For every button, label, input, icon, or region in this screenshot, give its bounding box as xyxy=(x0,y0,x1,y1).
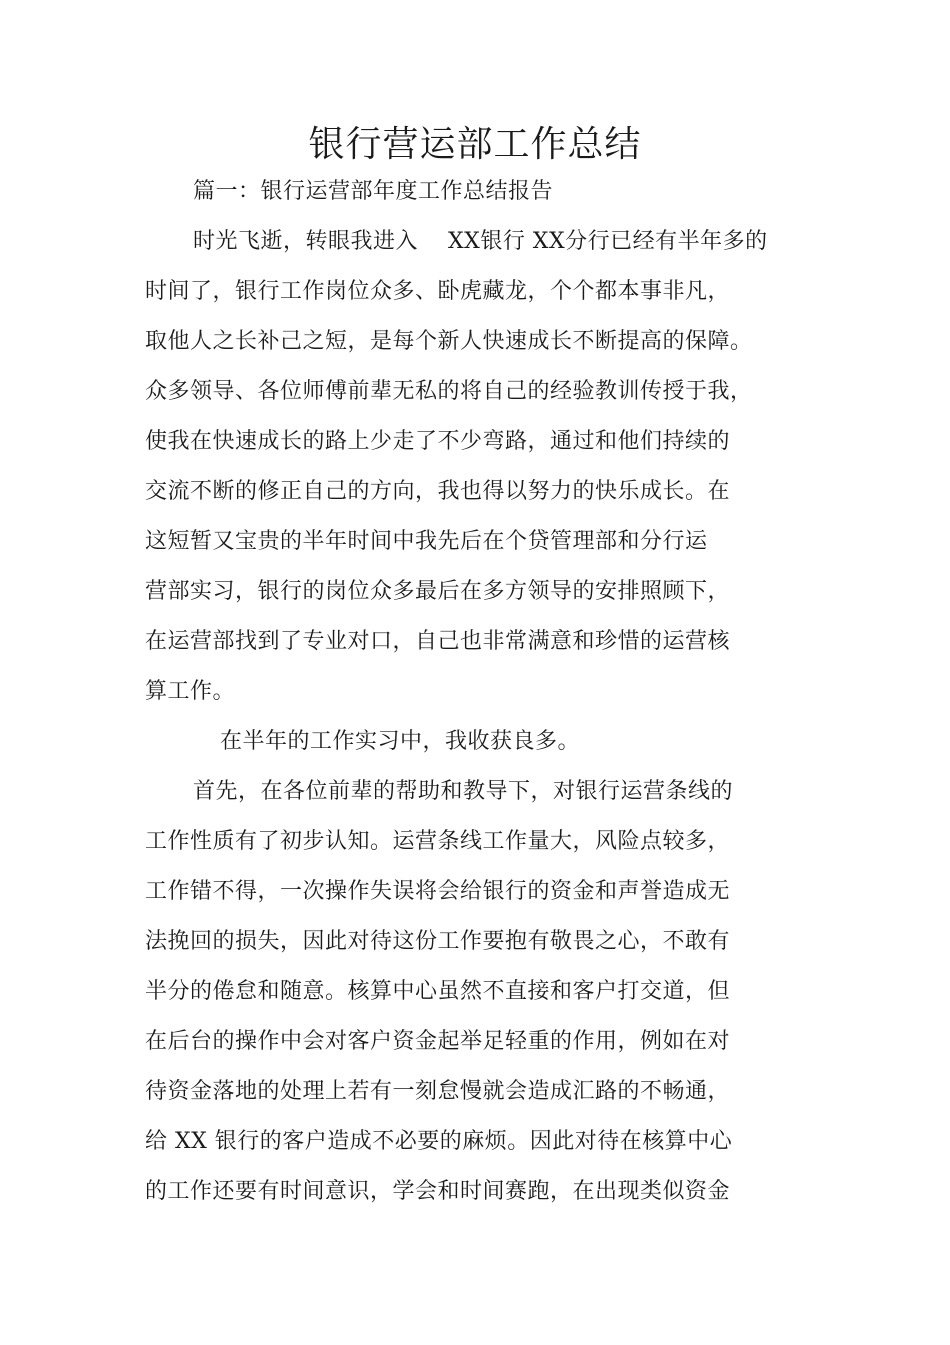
paragraph-line: 营部实习，银行的岗位众多最后在多方领导的安排照顾下， xyxy=(145,579,731,604)
paragraph-line: 使我在快速成长的路上少走了不少弯路，通过和他们持续的 xyxy=(145,429,731,454)
paragraph-line: 工作性质有了初步认知。运营条线工作量大，风险点较多， xyxy=(145,829,731,854)
paragraph-line: 时间了，银行工作岗位众多、卧虎藏龙，个个都本事非凡， xyxy=(145,279,731,304)
paragraph-line: 众多领导、各位师傅前辈无私的将自己的经验教训传授于我， xyxy=(145,379,753,404)
paragraph-line: 法挽回的损失，因此对待这份工作要抱有敬畏之心，不敢有 xyxy=(145,929,731,954)
paragraph-line: 半分的倦怠和随意。核算中心虽然不直接和客户打交道，但 xyxy=(145,979,731,1004)
paragraph-line: 给 XX 银行的客户造成不必要的麻烦。因此对待在核算中心 xyxy=(145,1129,733,1154)
paragraph-line: 时光飞逝，转眼我进入 XX银行 XX分行已经有半年多的 xyxy=(193,229,768,254)
paragraph-line: 在运营部找到了专业对口，自己也非常满意和珍惜的运营核 xyxy=(145,629,731,654)
paragraph-line: 在后台的操作中会对客户资金起举足轻重的作用，例如在对 xyxy=(145,1029,731,1054)
paragraph-line: 待资金落地的处理上若有一刻怠慢就会造成汇路的不畅通， xyxy=(145,1079,731,1104)
paragraph-line: 取他人之长补己之短，是每个新人快速成长不断提高的保障。 xyxy=(145,329,753,354)
paragraph-line: 工作错不得，一次操作失误将会给银行的资金和声誉造成无 xyxy=(145,879,731,904)
paragraph-line: 首先，在各位前辈的帮助和教导下，对银行运营条线的 xyxy=(193,779,734,804)
paragraph-line: 在半年的工作实习中，我收获良多。 xyxy=(220,729,581,754)
paragraph-line: 算工作。 xyxy=(145,679,236,704)
paragraph-line: 这短暂又宝贵的半年时间中我先后在个贷管理部和分行运 xyxy=(145,529,708,554)
paragraph-line: 的工作还要有时间意识，学会和时间赛跑，在出现类似资金 xyxy=(145,1179,731,1204)
paragraph-line: 交流不断的修正自己的方向，我也得以努力的快乐成长。在 xyxy=(145,479,731,504)
section-heading: 篇一：银行运营部年度工作总结报告 xyxy=(193,179,554,204)
document-title: 银行营运部工作总结 xyxy=(308,124,642,165)
